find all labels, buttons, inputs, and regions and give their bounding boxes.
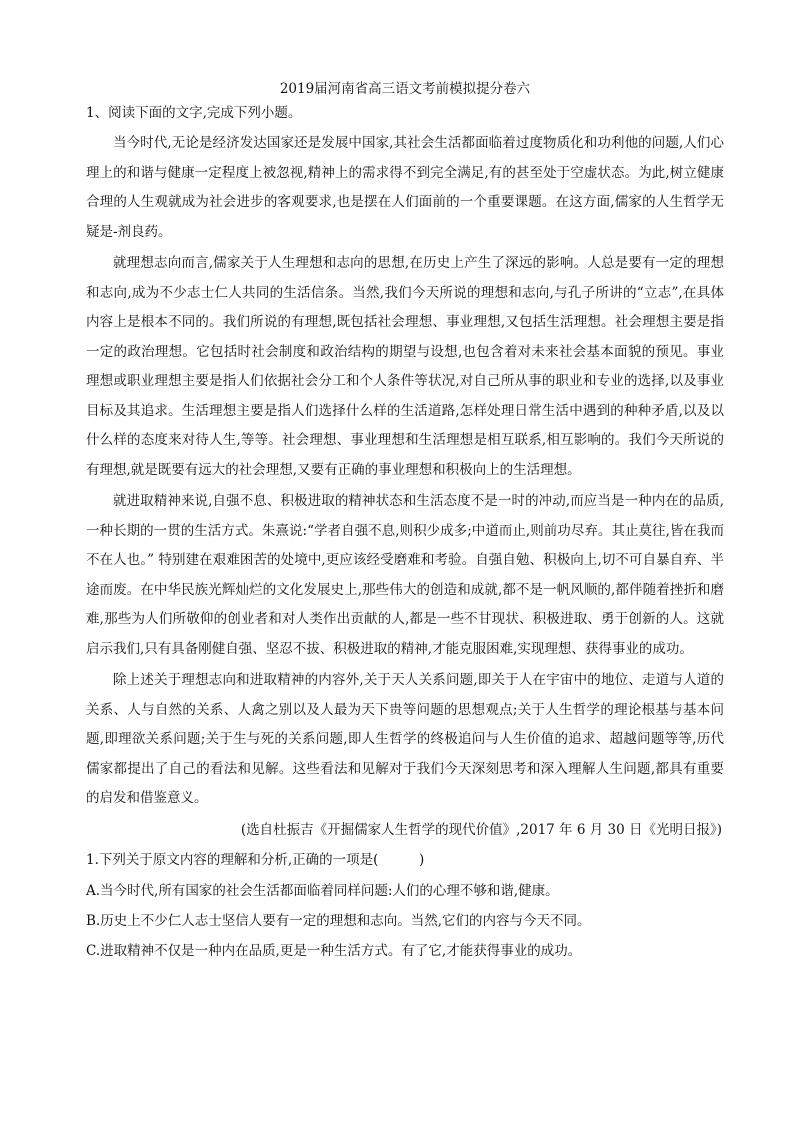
source-citation: (选自杜振吉《开掘儒家人生哲学的现代价值》,2017 年 6 月 30 日《光明日报》) [240,821,722,838]
option-a: A.当今时代,所有国家的社会生活都面临着同样问题:人们的心理不够和谐,健康。 [86,882,559,899]
question-stem: 1.下列关于原文内容的理解和分析,正确的一项是( ) [86,852,425,868]
paragraph-1: 当今时代,无论是经济发达国家还是发展中国家,其社会生活都面临着过度物质化和功利他的问题,人们心理上的和谐与健康一定程度上被忽视,精神上的需求得不到完全满足,有的甚至处于空虚状态。为此,树立健康合理的人生观就成为社会进步的客观要求,也是摆在人们面前的一个重要课题。在这方面,儒家的人生哲学无疑是-剂良药。 [86,135,724,240]
option-b: B.历史上不少仁人志士坚信人要有一定的理想和志向。当然,它们的内容与今天不同。 [86,912,591,929]
question-group-intro: 1、阅读下面的文字,完成下列小题。 [86,105,302,121]
document-title: 2019届河南省高三语文考前模拟提分卷六 [279,81,531,97]
option-c: C.进取精神不仅是一种内在品质,更是一种生活方式。有了它,才能获得事业的成功。 [86,942,582,959]
paragraph-2: 就理想志向而言,儒家关于人生理想和志向的思想,在历史上产生了深远的影响。人总是要有一定的理想和志向,成为不少志士仁人共同的生活信条。当然,我们今天所说的理想和志向,与孔子所讲的“立志”,在具体内容上是根本不同的。我们所说的有理想,既包括社会理想、事业理想,又包括生活理想。社会理想主要是指一定的政治理想。它包括时社会制度和政治结构的期望与设想,也包含着对未来社会基本面貌的预见。事业理想或职业理想主要是指人们依据社会分工和个人条件等状况,对自己所从事的职业和专业的选择,以及事业目标及其追求。生活理想主要是指人们选择什么样的生活道路,怎样处理日常生活中遇到的种种矛盾,以及以什么样的态度来对待人生,等等。社会理想、事业理想和生活理想是相互联系,相互影响的。我们今天所说的有理想,就是既要有远大的社会理想,又要有正确的事业理想和积极向上的生活理想。 [86,255,724,478]
paragraph-3: 就进取精神来说,自强不息、积极进取的精神状态和生活态度不是一时的冲动,而应当是一种内在的品质,一种长期的一贯的生活方式。朱熹说:“学者自强不息,则积少成多;中道而止,则前功尽弃。其止莫往,皆在我而不在人也。” 特别建在艰难困苦的处境中,更应该经受磨难和考验。自强自勉、积极向上,切不可自暴自弃、半途而废。在中华民族光辉灿烂的文化发展史上,那些伟大的创造和成就,都不是一帆风顺的,都伴随着挫折和磨难,那些为人们所敬仰的创业者和对人类作出贡献的人,都是一些不甘现状、积极进取、勇于创新的人。这就启示我们,只有具备刚健自强、坚忍不拔、积极进取的精神,才能克服困难,实现理想、获得事业的成功。 [86,493,724,657]
paragraph-4: 除上述关于理想志向和进取精神的内容外,关于天人关系问题,即关于人在宇宙中的地位、走道与人道的关系、人与自然的关系、人禽之别以及人最为天下贵等问题的思想观点;关于人生哲学的理论根基与基本问题,即理欲关系问题;关于生与死的关系问题,即人生哲学的终极追问与人生价值的追求、超越问题等等,历代儒家都提出了自己的看法和见解。这些看法和见解对于我们今天深刻思考和深入理解人生问题,都具有重要的启发和借鉴意义。 [86,672,724,806]
